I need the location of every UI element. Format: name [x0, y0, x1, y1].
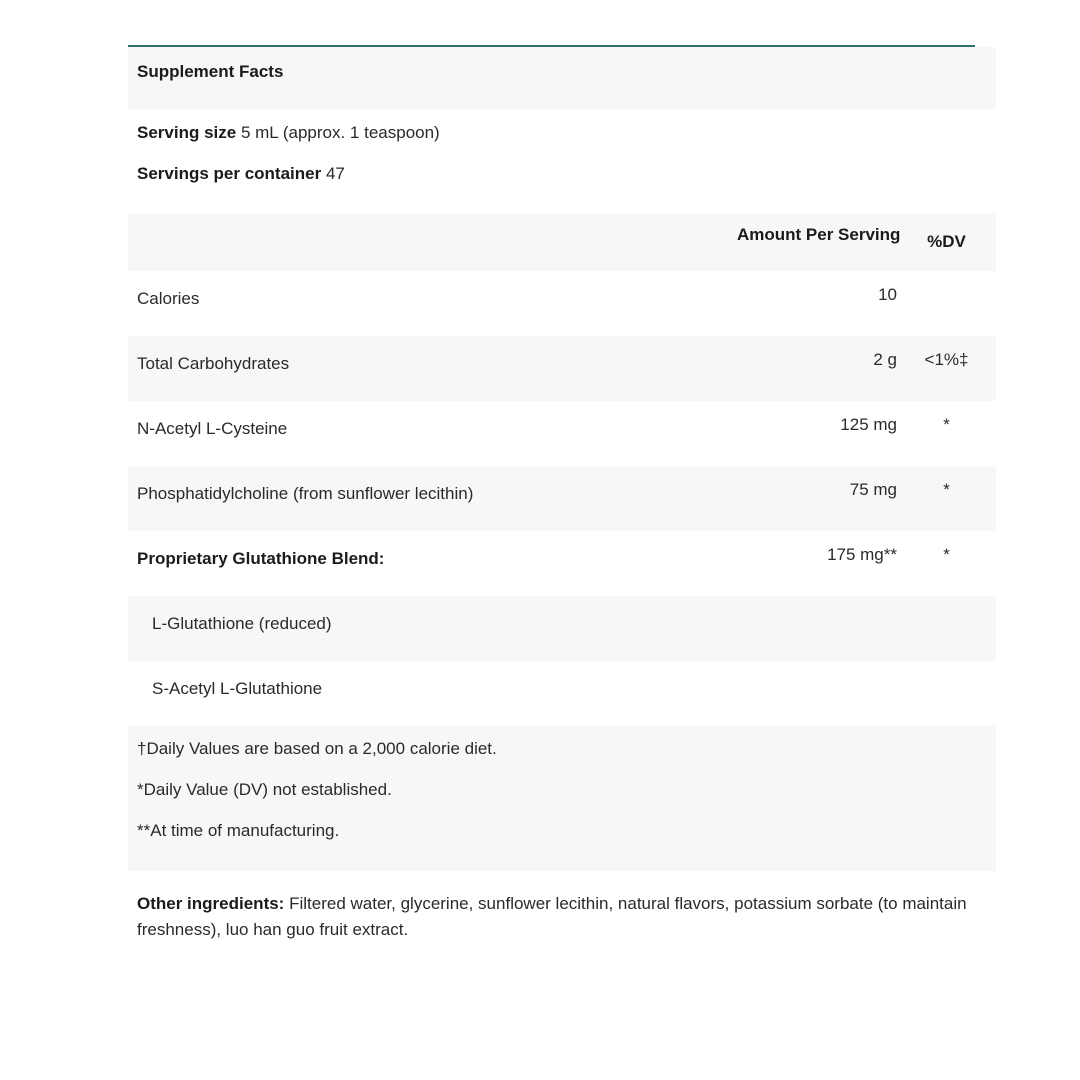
servings-per-container-line — [137, 165, 996, 182]
panel-title: Supplement Facts — [137, 62, 284, 81]
table-row — [128, 336, 996, 401]
table-row — [128, 596, 996, 661]
row-dv: * — [943, 480, 950, 499]
serving-size-label: Serving size — [137, 123, 237, 142]
row-amount: 175 mg** — [827, 545, 897, 564]
row-dv — [897, 285, 996, 336]
row-label: S-Acetyl L-Glutathione — [152, 679, 323, 698]
table-row — [128, 271, 996, 336]
row-label: N-Acetyl L-Cysteine — [137, 419, 288, 438]
servings-per-container-label: Servings per container — [137, 164, 322, 183]
row-label: Proprietary Glutathione Blend: — [137, 549, 385, 568]
serving-size-line — [137, 124, 996, 141]
row-amount: 10 — [878, 285, 897, 304]
servings-per-container-value: 47 — [325, 164, 345, 183]
facts-table-body — [128, 271, 996, 726]
row-label: L-Glutathione (reduced) — [152, 614, 332, 633]
facts-table-header — [128, 214, 996, 271]
facts-table — [128, 214, 996, 726]
footnote-line: †Daily Values are based on a 2,000 calorie diet. — [137, 739, 497, 758]
row-label: Phosphatidylcholine (from sunflower lecithin) — [137, 484, 474, 503]
column-header-dv: %DV — [927, 232, 966, 251]
row-label: Calories — [137, 289, 200, 308]
table-row — [128, 661, 996, 726]
row-dv: * — [943, 545, 950, 564]
row-amount: 2 g — [873, 350, 897, 369]
other-ingredients-label: Other ingredients: — [137, 894, 285, 913]
row-dv — [897, 675, 996, 726]
table-row — [128, 466, 996, 531]
row-dv — [897, 610, 996, 661]
footnote-line: *Daily Value (DV) not established. — [137, 780, 392, 799]
serving-info — [137, 124, 996, 182]
other-ingredients — [137, 891, 969, 943]
table-row — [128, 531, 996, 596]
header-spacer — [137, 225, 737, 271]
row-amount: 125 mg — [840, 415, 897, 434]
row-dv: <1%‡ — [924, 350, 969, 369]
other-ingredients-text: Filtered water, glycerine, sunflower lecithin, natural flavors, potassium sorbate (to maintain freshness), luo han guo fruit extract. — [137, 894, 967, 939]
row-amount — [737, 610, 897, 661]
row-amount — [737, 675, 897, 726]
row-dv: * — [943, 415, 950, 434]
row-label: Total Carbohydrates — [137, 354, 290, 373]
panel-title-band — [128, 47, 996, 109]
footnotes-block — [128, 726, 996, 871]
serving-size-value: 5 mL (approx. 1 teaspoon) — [240, 123, 440, 142]
supplement-facts-panel — [128, 45, 996, 943]
row-amount: 75 mg — [849, 480, 897, 499]
footnote-line: **At time of manufacturing. — [137, 821, 340, 840]
table-row — [128, 401, 996, 466]
column-header-amount: Amount Per Serving — [737, 225, 901, 244]
